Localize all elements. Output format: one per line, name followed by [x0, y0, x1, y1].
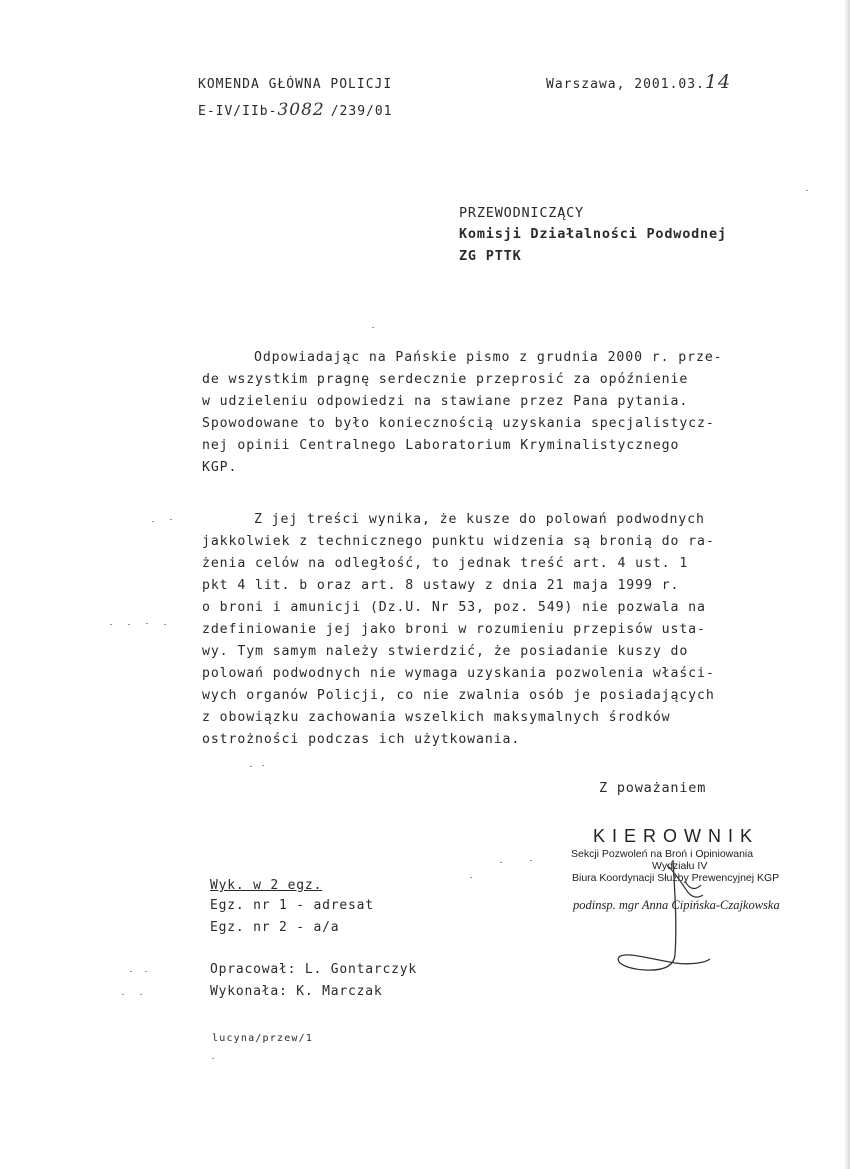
- scan-speck: [164, 624, 166, 625]
- copies-title: Wyk. w 2 egz.: [210, 878, 323, 893]
- date-line: [546, 71, 731, 93]
- body-line: Odpowiadając na Pańskie pismo z grudnia 2000 r. prze-: [254, 350, 723, 365]
- scan-speck: [128, 624, 130, 625]
- reference-suffix: /239/01: [330, 104, 393, 119]
- stamp-bureau: Biura Koordynacji Służby Prewencyjnej KGP: [572, 872, 780, 884]
- scan-speck: [110, 624, 112, 625]
- body-line: zdefiniowanie jej jako broni w rozumieniu przepisów usta-: [202, 622, 706, 637]
- reference-handwritten: 3082: [277, 100, 325, 120]
- body-line: o broni i amunicji (Dz.U. Nr 53, poz. 549) nie pozwala na: [202, 600, 706, 615]
- scan-edge-shadow: [844, 0, 850, 1169]
- body-line: z obowiązku zachowania wszelkich maksymalnych środków: [202, 710, 671, 725]
- scan-speck: [152, 521, 154, 522]
- addressee-title: PRZEWODNICZĄCY: [459, 205, 584, 221]
- scan-speck: [500, 862, 502, 863]
- stamp-signatory-name: podinsp. mgr Anna Cipińska-Czajkowska: [573, 898, 780, 912]
- scan-speck: [122, 994, 124, 995]
- reference-prefix: E-IV/IIb-: [198, 104, 278, 119]
- body-line: wych organów Policji, co nie zwalnia osób je posiadających: [202, 688, 715, 703]
- copy-2: Egz. nr 2 - a/a: [210, 920, 340, 935]
- body-line: de wszystkim pragnę serdecznie przeprosić za opóźnienie: [202, 372, 689, 387]
- closing-phrase: Z poważaniem: [599, 780, 707, 796]
- scan-speck: [262, 765, 264, 766]
- scan-speck: [372, 327, 374, 328]
- body-line: Spowodowane to było koniecznością uzyskania specjalistycz-: [202, 416, 715, 431]
- file-reference: lucyna/przew/1: [212, 1033, 314, 1044]
- body-line: Z jej treści wynika, że kusze do polowań podwodnych: [254, 512, 705, 527]
- prepared-by: Opracował: L. Gontarczyk: [210, 962, 418, 977]
- stamp-department: Wydziału IV: [652, 860, 708, 872]
- scan-speck: [212, 1058, 214, 1059]
- body-line: jakkolwiek z technicznego punktu widzenia są bronią do ra-: [202, 534, 715, 549]
- reference-number: [198, 100, 393, 120]
- body-line: pkt 4 lit. b oraz art. 8 ustawy z dnia 21 maja 1999 r.: [202, 578, 680, 593]
- scan-speck: [170, 519, 172, 520]
- handwritten-signature: [605, 855, 715, 980]
- scan-speck: [806, 190, 808, 191]
- scan-speck: [145, 971, 147, 972]
- body-line: żenia celów na odległość, to jednak treść art. 4 ust. 1: [202, 556, 689, 571]
- scan-speck: [470, 877, 472, 878]
- stamp-title: KIEROWNIK: [593, 826, 760, 846]
- organization-name: KOMENDA GŁÓWNA POLICJI: [198, 77, 393, 92]
- body-line: w udzieleniu odpowiedzi na stawiane przez Pana pytania.: [202, 394, 689, 409]
- stamp-section: Sekcji Pozwoleń na Broń i Opiniowania: [571, 848, 754, 860]
- scan-speck: [530, 860, 532, 861]
- scan-speck: [250, 766, 252, 767]
- scan-speck: [146, 623, 148, 624]
- typed-by: Wykonała: K. Marczak: [210, 984, 383, 999]
- scan-speck: [130, 971, 132, 972]
- addressee-commission: Komisji Działalności Podwodnej: [459, 226, 727, 242]
- body-line: ostrożności podczas ich użytkowania.: [202, 732, 521, 747]
- copy-1: Egz. nr 1 - adresat: [210, 898, 374, 913]
- date-printed: Warszawa, 2001.03.: [546, 77, 705, 92]
- date-handwritten: 14: [704, 71, 732, 93]
- body-line: KGP.: [202, 460, 238, 475]
- scan-speck: [140, 994, 142, 995]
- body-line: wy. Tym samym należy stwierdzić, że posiadanie kuszy do: [202, 644, 689, 659]
- body-line: nej opinii Centralnego Laboratorium Kryminalistycznego: [202, 438, 680, 453]
- body-line: polowań podwodnych nie wymaga uzyskania pozwolenia właści-: [202, 666, 715, 681]
- addressee-board: ZG PTTK: [459, 248, 522, 264]
